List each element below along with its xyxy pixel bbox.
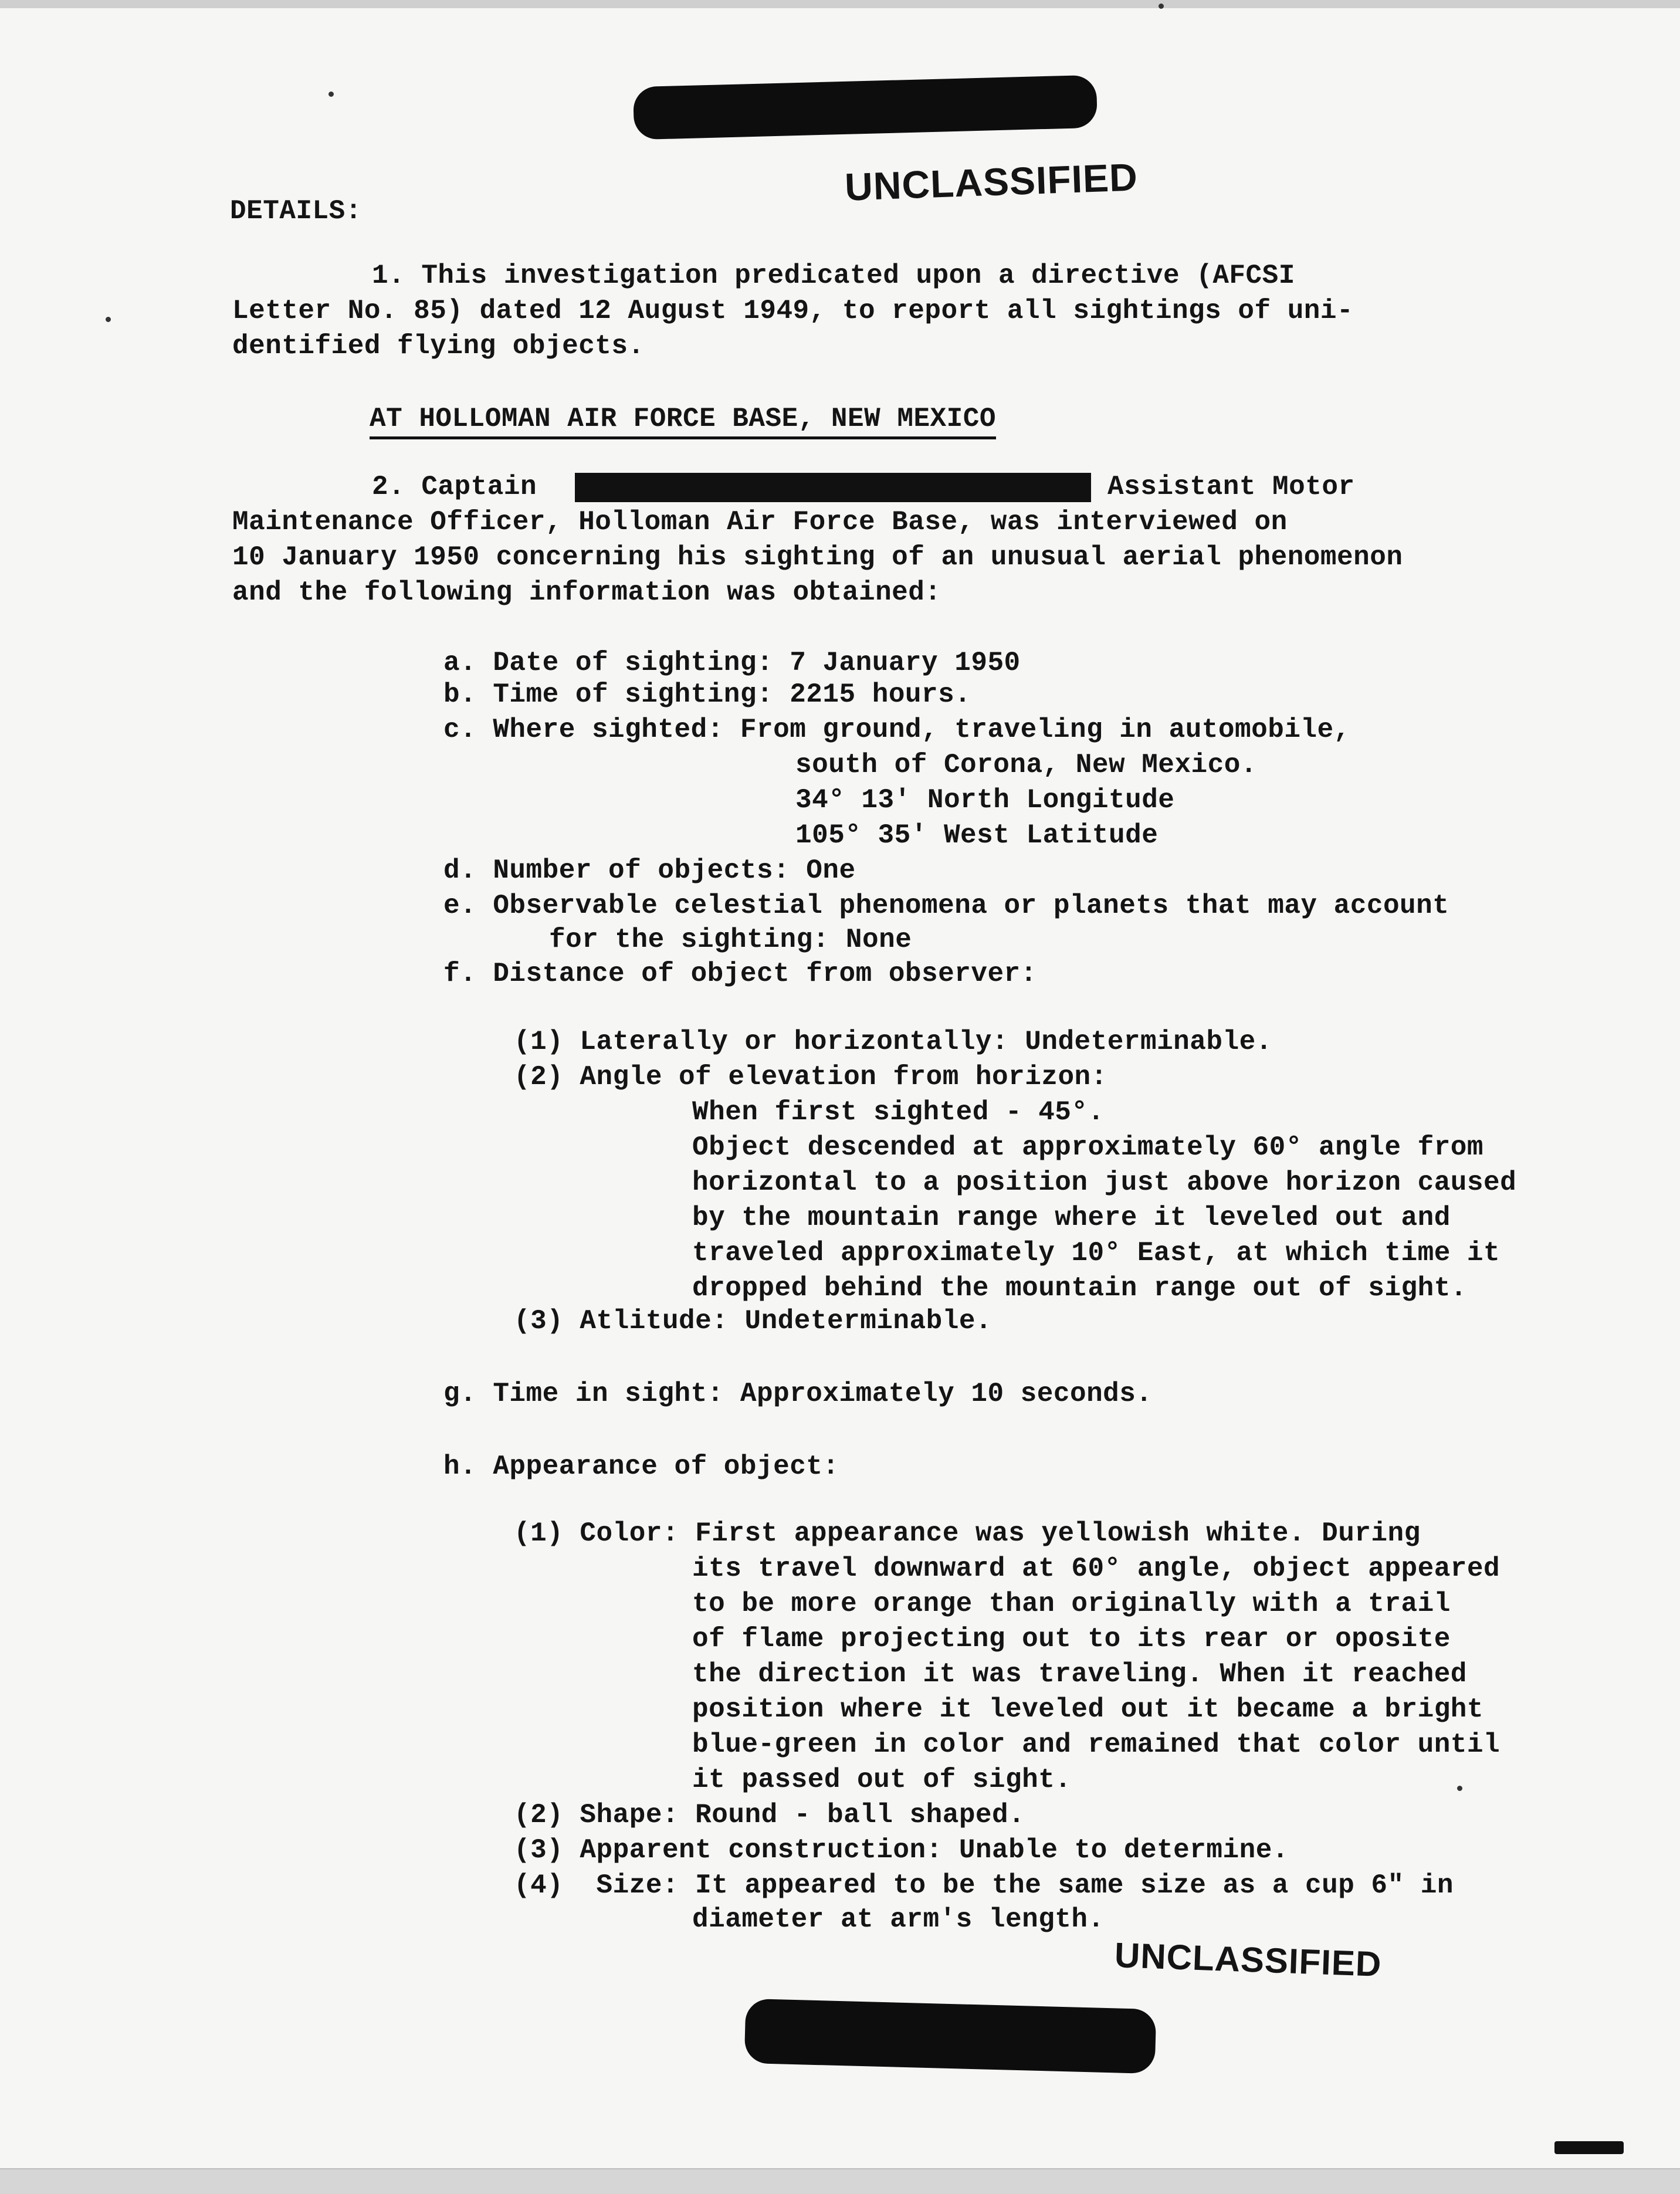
scan-bottom-edge bbox=[0, 2168, 1680, 2194]
item-f2: (2) Angle of elevation from horizon: bbox=[514, 1062, 1107, 1092]
item-f2-line-a: When first sighted - 45°. bbox=[692, 1097, 1105, 1128]
item-f3: (3) Atlitude: Undeterminable. bbox=[514, 1306, 993, 1336]
item-f2-line-c: horizontal to a position just above horizon caused bbox=[692, 1167, 1517, 1198]
scan-top-edge bbox=[0, 0, 1680, 8]
para2-line1-start: 2. Captain bbox=[372, 472, 537, 502]
item-h1-line-g: blue-green in color and remained that color until bbox=[692, 1729, 1501, 1760]
item-h1-line-d: of flame projecting out to its rear or oposite bbox=[692, 1624, 1451, 1654]
scan-speck bbox=[106, 317, 111, 322]
para1-line3: dentified flying objects. bbox=[232, 331, 645, 361]
classification-stamp-top: UNCLASSIFIED bbox=[844, 155, 1139, 209]
item-h1-line-a: (1) Color: First appearance was yellowish white. During bbox=[514, 1518, 1421, 1549]
item-b: b. Time of sighting: 2215 hours. bbox=[443, 679, 971, 710]
bottom-marking-redaction bbox=[744, 1999, 1157, 2074]
item-h1-line-e: the direction it was traveling. When it reached bbox=[692, 1659, 1467, 1689]
details-label: DETAILS: bbox=[230, 196, 362, 226]
para2-line2: Maintenance Officer, Holloman Air Force Base, was interviewed on bbox=[232, 507, 1288, 537]
item-h: h. Appearance of object: bbox=[443, 1451, 839, 1482]
item-h3: (3) Apparent construction: Unable to determine. bbox=[514, 1835, 1289, 1865]
item-h1-line-h: it passed out of sight. bbox=[692, 1765, 1072, 1795]
item-c-line3: 34° 13' North Longitude bbox=[795, 785, 1175, 815]
para2-line1-end: Assistant Motor bbox=[1107, 472, 1355, 502]
item-g: g. Time in sight: Approximately 10 seconds. bbox=[443, 1379, 1153, 1409]
item-c-line2: south of Corona, New Mexico. bbox=[795, 750, 1257, 780]
item-f2-line-e: traveled approximately 10° East, at which time it bbox=[692, 1238, 1501, 1268]
name-redaction bbox=[575, 473, 1091, 502]
item-h2: (2) Shape: Round - ball shaped. bbox=[514, 1800, 1025, 1830]
para2-line4: and the following information was obtained: bbox=[232, 577, 941, 608]
item-f2-line-d: by the mountain range where it leveled out and bbox=[692, 1203, 1451, 1233]
item-f: f. Distance of object from observer: bbox=[443, 959, 1037, 989]
item-c-line1: c. Where sighted: From ground, traveling in automobile, bbox=[443, 715, 1350, 745]
item-d: d. Number of objects: One bbox=[443, 855, 856, 886]
item-e-line1: e. Observable celestial phenomena or planets that may account bbox=[443, 891, 1449, 921]
item-f1: (1) Laterally or horizontally: Undeterminable. bbox=[514, 1027, 1272, 1057]
item-e-line2: for the sighting: None bbox=[549, 925, 912, 955]
item-c-line4: 105° 35' West Latitude bbox=[795, 820, 1159, 851]
scan-speck bbox=[1159, 4, 1164, 9]
item-f2-line-f: dropped behind the mountain range out of sight. bbox=[692, 1273, 1467, 1303]
section-heading: AT HOLLOMAN AIR FORCE BASE, NEW MEXICO bbox=[370, 401, 996, 439]
item-h4-line-a: (4) Size: It appeared to be the same size as a cup 6" in bbox=[514, 1870, 1454, 1901]
item-h4-line-b: diameter at arm's length. bbox=[692, 1904, 1105, 1935]
classification-stamp-bottom: UNCLASSIFIED bbox=[1113, 1935, 1383, 1984]
item-h1-line-f: position where it leveled out it became a bright bbox=[692, 1694, 1484, 1725]
item-f2-line-b: Object descended at approximately 60° angle from bbox=[692, 1132, 1484, 1163]
para1-line2: Letter No. 85) dated 12 August 1949, to report all sightings of uni- bbox=[232, 296, 1354, 326]
item-a: a. Date of sighting: 7 January 1950 bbox=[443, 648, 1021, 678]
top-marking-redaction bbox=[633, 75, 1098, 140]
scan-speck bbox=[1457, 1786, 1462, 1791]
item-h1-line-b: its travel downward at 60° angle, object appeared bbox=[692, 1553, 1501, 1584]
corner-bracket bbox=[1554, 2141, 1624, 2154]
item-h1-line-c: to be more orange than originally with a trail bbox=[692, 1589, 1451, 1619]
scan-speck bbox=[328, 92, 334, 97]
para2-line3: 10 January 1950 concerning his sighting of an unusual aerial phenomenon bbox=[232, 542, 1403, 573]
para1-line1: 1. This investigation predicated upon a directive (AFCSI bbox=[372, 260, 1295, 291]
